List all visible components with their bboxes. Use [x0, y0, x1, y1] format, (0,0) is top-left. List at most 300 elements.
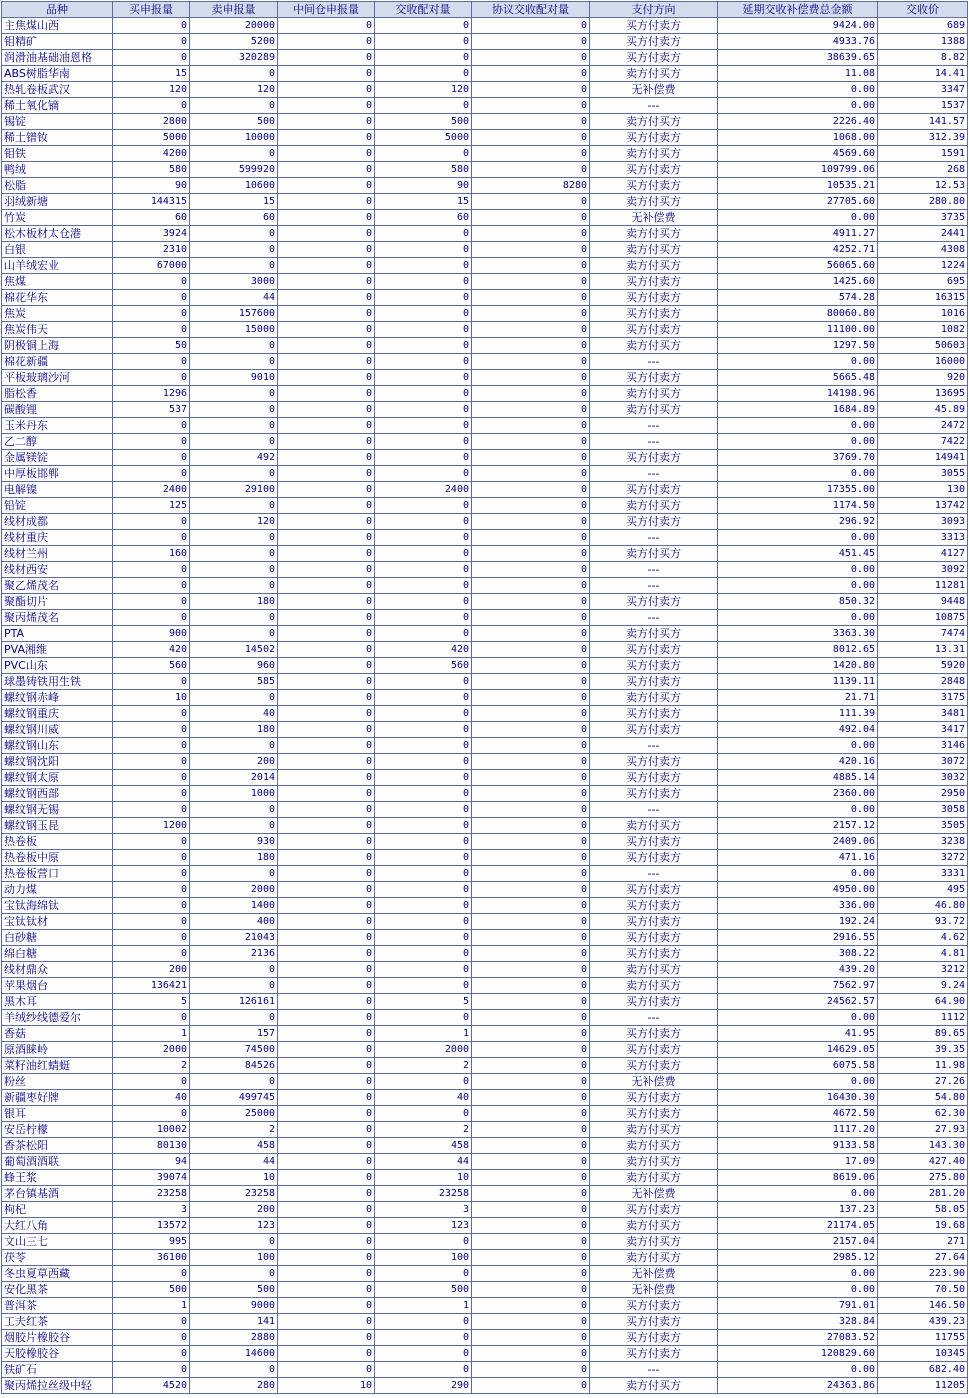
table-row: [2, 946, 968, 962]
cell-matched-quantity: 0: [375, 1330, 472, 1346]
cell-payment-direction: 卖方付买方: [590, 386, 718, 402]
cell-variety: 线材兰州: [2, 546, 113, 562]
cell-matched-quantity: 0: [375, 18, 472, 34]
cell-compensation-amount: 0.00: [718, 354, 878, 370]
cell-intermediate-quantity: 0: [278, 1250, 375, 1266]
cell-buy-quantity: 0: [113, 1074, 190, 1090]
cell-agreement-matched-quantity: 0: [472, 610, 590, 626]
cell-intermediate-quantity: 0: [278, 786, 375, 802]
cell-intermediate-quantity: 0: [278, 674, 375, 690]
cell-matched-quantity: 0: [375, 514, 472, 530]
cell-delivery-price: 19.68: [878, 1218, 968, 1234]
cell-compensation-amount: 17.09: [718, 1154, 878, 1170]
table-row: [2, 210, 968, 226]
cell-variety: 螺纹钢太原: [2, 770, 113, 786]
cell-compensation-amount: 8012.65: [718, 642, 878, 658]
cell-buy-quantity: 125: [113, 498, 190, 514]
cell-compensation-amount: 4569.60: [718, 146, 878, 162]
cell-agreement-matched-quantity: 0: [472, 1154, 590, 1170]
cell-sell-quantity: 1400: [190, 898, 278, 914]
cell-payment-direction: 卖方付买方: [590, 1138, 718, 1154]
cell-variety: 聚丙烯拉丝级中轻: [2, 1378, 113, 1394]
table-row: [2, 274, 968, 290]
table-row: [2, 642, 968, 658]
cell-payment-direction: 卖方付买方: [590, 258, 718, 274]
cell-sell-quantity: 458: [190, 1138, 278, 1154]
cell-matched-quantity: 0: [375, 466, 472, 482]
cell-matched-quantity: 40: [375, 1090, 472, 1106]
cell-matched-quantity: 0: [375, 898, 472, 914]
cell-matched-quantity: 0: [375, 434, 472, 450]
cell-delivery-price: 11755: [878, 1330, 968, 1346]
cell-intermediate-quantity: 0: [278, 402, 375, 418]
cell-agreement-matched-quantity: 0: [472, 882, 590, 898]
cell-variety: 蜂王浆: [2, 1170, 113, 1186]
cell-compensation-amount: 120829.60: [718, 1346, 878, 1362]
cell-agreement-matched-quantity: 0: [472, 898, 590, 914]
cell-intermediate-quantity: 0: [278, 658, 375, 674]
cell-payment-direction: 买方付卖方: [590, 274, 718, 290]
cell-compensation-amount: 1297.50: [718, 338, 878, 354]
cell-sell-quantity: 0: [190, 498, 278, 514]
cell-variety: 中厚板邯郸: [2, 466, 113, 482]
cell-delivery-price: 1082: [878, 322, 968, 338]
cell-compensation-amount: 4911.27: [718, 226, 878, 242]
cell-matched-quantity: 0: [375, 386, 472, 402]
cell-delivery-price: 89.65: [878, 1026, 968, 1042]
cell-sell-quantity: 20000: [190, 18, 278, 34]
cell-intermediate-quantity: 0: [278, 994, 375, 1010]
cell-compensation-amount: 111.39: [718, 706, 878, 722]
table-row: [2, 850, 968, 866]
cell-intermediate-quantity: 0: [278, 466, 375, 482]
cell-payment-direction: 无补偿费: [590, 1186, 718, 1202]
cell-agreement-matched-quantity: 0: [472, 18, 590, 34]
cell-agreement-matched-quantity: 0: [472, 162, 590, 178]
cell-variety: 棉花华东: [2, 290, 113, 306]
cell-variety: 线材重庆: [2, 530, 113, 546]
cell-compensation-amount: 10535.21: [718, 178, 878, 194]
cell-compensation-amount: 137.23: [718, 1202, 878, 1218]
cell-payment-direction: 买方付卖方: [590, 322, 718, 338]
table-row: [2, 1026, 968, 1042]
cell-compensation-amount: 1139.11: [718, 674, 878, 690]
cell-payment-direction: 买方付卖方: [590, 994, 718, 1010]
cell-variety: 文山三七: [2, 1234, 113, 1250]
cell-variety: 热卷板中原: [2, 850, 113, 866]
cell-intermediate-quantity: 0: [278, 226, 375, 242]
cell-agreement-matched-quantity: 0: [472, 562, 590, 578]
cell-matched-quantity: 0: [375, 498, 472, 514]
cell-payment-direction: 买方付卖方: [590, 754, 718, 770]
cell-payment-direction: 买方付卖方: [590, 786, 718, 802]
cell-payment-direction: 买方付卖方: [590, 706, 718, 722]
table-header-row: [2, 2, 968, 18]
cell-payment-direction: 卖方付买方: [590, 226, 718, 242]
cell-matched-quantity: 500: [375, 114, 472, 130]
cell-sell-quantity: 0: [190, 66, 278, 82]
cell-agreement-matched-quantity: 0: [472, 1042, 590, 1058]
cell-agreement-matched-quantity: 0: [472, 210, 590, 226]
cell-agreement-matched-quantity: 0: [472, 434, 590, 450]
cell-sell-quantity: 200: [190, 754, 278, 770]
cell-payment-direction: 买方付卖方: [590, 482, 718, 498]
header-variety: 品种: [2, 2, 113, 18]
cell-compensation-amount: 16430.30: [718, 1090, 878, 1106]
cell-agreement-matched-quantity: 0: [472, 802, 590, 818]
cell-intermediate-quantity: 0: [278, 274, 375, 290]
cell-sell-quantity: 14502: [190, 642, 278, 658]
cell-buy-quantity: 0: [113, 50, 190, 66]
cell-payment-direction: 卖方付买方: [590, 1234, 718, 1250]
cell-sell-quantity: 0: [190, 978, 278, 994]
table-body: [2, 18, 968, 1394]
cell-agreement-matched-quantity: 0: [472, 1298, 590, 1314]
cell-intermediate-quantity: 0: [278, 130, 375, 146]
cell-sell-quantity: 0: [190, 434, 278, 450]
cell-intermediate-quantity: 0: [278, 866, 375, 882]
cell-delivery-price: 27.93: [878, 1122, 968, 1138]
cell-agreement-matched-quantity: 0: [472, 1250, 590, 1266]
cell-matched-quantity: 0: [375, 690, 472, 706]
cell-agreement-matched-quantity: 0: [472, 418, 590, 434]
cell-agreement-matched-quantity: 0: [472, 1378, 590, 1394]
cell-payment-direction: 买方付卖方: [590, 946, 718, 962]
cell-variety: 螺纹钢西部: [2, 786, 113, 802]
cell-delivery-price: 13742: [878, 498, 968, 514]
table-row: [2, 1330, 968, 1346]
cell-agreement-matched-quantity: 0: [472, 482, 590, 498]
cell-payment-direction: 买方付卖方: [590, 930, 718, 946]
cell-intermediate-quantity: 0: [278, 1314, 375, 1330]
cell-buy-quantity: 0: [113, 930, 190, 946]
cell-matched-quantity: 0: [375, 146, 472, 162]
cell-compensation-amount: 850.32: [718, 594, 878, 610]
cell-buy-quantity: 995: [113, 1234, 190, 1250]
cell-sell-quantity: 0: [190, 802, 278, 818]
cell-agreement-matched-quantity: 0: [472, 1234, 590, 1250]
cell-agreement-matched-quantity: 0: [472, 386, 590, 402]
cell-intermediate-quantity: 0: [278, 18, 375, 34]
cell-sell-quantity: 9000: [190, 1298, 278, 1314]
cell-matched-quantity: 60: [375, 210, 472, 226]
table-row: [2, 1058, 968, 1074]
cell-agreement-matched-quantity: 0: [472, 674, 590, 690]
cell-buy-quantity: 2: [113, 1058, 190, 1074]
cell-buy-quantity: 67000: [113, 258, 190, 274]
cell-matched-quantity: 0: [375, 338, 472, 354]
cell-sell-quantity: 0: [190, 626, 278, 642]
table-row: [2, 1042, 968, 1058]
cell-delivery-price: 268: [878, 162, 968, 178]
cell-variety: 阴极铜上海: [2, 338, 113, 354]
cell-buy-quantity: 0: [113, 562, 190, 578]
cell-compensation-amount: 38639.65: [718, 50, 878, 66]
cell-matched-quantity: 2400: [375, 482, 472, 498]
cell-sell-quantity: 400: [190, 914, 278, 930]
cell-matched-quantity: 0: [375, 370, 472, 386]
cell-variety: 新疆枣好牌: [2, 1090, 113, 1106]
cell-buy-quantity: 0: [113, 1362, 190, 1378]
cell-matched-quantity: 290: [375, 1378, 472, 1394]
cell-matched-quantity: 90: [375, 178, 472, 194]
table-row: [2, 834, 968, 850]
cell-delivery-price: 3505: [878, 818, 968, 834]
table-row: [2, 242, 968, 258]
cell-payment-direction: 卖方付买方: [590, 1378, 718, 1394]
cell-delivery-price: 7474: [878, 626, 968, 642]
cell-sell-quantity: 10: [190, 1170, 278, 1186]
cell-agreement-matched-quantity: 0: [472, 978, 590, 994]
cell-sell-quantity: 0: [190, 226, 278, 242]
header-compensation-amount: 延期交收补偿费总金额: [718, 2, 878, 18]
cell-intermediate-quantity: 0: [278, 1090, 375, 1106]
cell-delivery-price: 62.30: [878, 1106, 968, 1122]
cell-delivery-price: 143.30: [878, 1138, 968, 1154]
cell-matched-quantity: 0: [375, 722, 472, 738]
cell-matched-quantity: 0: [375, 610, 472, 626]
cell-buy-quantity: 90: [113, 178, 190, 194]
cell-matched-quantity: 0: [375, 1362, 472, 1378]
cell-delivery-price: 280.80: [878, 194, 968, 210]
cell-variety: 普洱茶: [2, 1298, 113, 1314]
cell-buy-quantity: 0: [113, 530, 190, 546]
cell-payment-direction: 买方付卖方: [590, 1090, 718, 1106]
cell-delivery-price: 4.81: [878, 946, 968, 962]
cell-agreement-matched-quantity: 0: [472, 1362, 590, 1378]
cell-compensation-amount: 1425.60: [718, 274, 878, 290]
cell-sell-quantity: 120: [190, 514, 278, 530]
cell-intermediate-quantity: 0: [278, 1010, 375, 1026]
cell-intermediate-quantity: 0: [278, 1170, 375, 1186]
cell-agreement-matched-quantity: 0: [472, 834, 590, 850]
cell-compensation-amount: 1420.80: [718, 658, 878, 674]
cell-sell-quantity: 180: [190, 594, 278, 610]
cell-compensation-amount: 2157.12: [718, 818, 878, 834]
table-row: [2, 98, 968, 114]
cell-payment-direction: 卖方付买方: [590, 242, 718, 258]
cell-payment-direction: ---: [590, 418, 718, 434]
cell-delivery-price: 4.62: [878, 930, 968, 946]
cell-agreement-matched-quantity: 0: [472, 498, 590, 514]
cell-buy-quantity: 500: [113, 1282, 190, 1298]
table-row: [2, 738, 968, 754]
cell-compensation-amount: 4252.71: [718, 242, 878, 258]
cell-buy-quantity: 60: [113, 210, 190, 226]
table-row: [2, 706, 968, 722]
cell-variety: 香茶松阳: [2, 1138, 113, 1154]
cell-variety: 碳酸锂: [2, 402, 113, 418]
table-row: [2, 306, 968, 322]
cell-delivery-price: 1537: [878, 98, 968, 114]
cell-delivery-price: 11205: [878, 1378, 968, 1394]
cell-payment-direction: 卖方付买方: [590, 978, 718, 994]
cell-matched-quantity: 0: [375, 818, 472, 834]
cell-delivery-price: 3313: [878, 530, 968, 546]
cell-matched-quantity: 0: [375, 402, 472, 418]
cell-matched-quantity: 0: [375, 786, 472, 802]
table-row: [2, 322, 968, 338]
cell-compensation-amount: 1174.50: [718, 498, 878, 514]
cell-payment-direction: ---: [590, 1362, 718, 1378]
cell-sell-quantity: 44: [190, 1154, 278, 1170]
cell-variety: 热轧卷板武汉: [2, 82, 113, 98]
cell-variety: 铁矿石: [2, 1362, 113, 1378]
cell-compensation-amount: 0.00: [718, 738, 878, 754]
cell-agreement-matched-quantity: 0: [472, 546, 590, 562]
cell-buy-quantity: 0: [113, 354, 190, 370]
cell-sell-quantity: 157: [190, 1026, 278, 1042]
cell-sell-quantity: 10000: [190, 130, 278, 146]
cell-delivery-price: 11281: [878, 578, 968, 594]
cell-intermediate-quantity: 0: [278, 850, 375, 866]
table-row: [2, 562, 968, 578]
cell-compensation-amount: 0.00: [718, 1186, 878, 1202]
cell-variety: 热卷板: [2, 834, 113, 850]
cell-agreement-matched-quantity: 0: [472, 114, 590, 130]
cell-buy-quantity: 4520: [113, 1378, 190, 1394]
cell-compensation-amount: 4672.50: [718, 1106, 878, 1122]
table-row: [2, 1314, 968, 1330]
cell-delivery-price: 13695: [878, 386, 968, 402]
cell-agreement-matched-quantity: 0: [472, 706, 590, 722]
cell-compensation-amount: 11100.00: [718, 322, 878, 338]
cell-matched-quantity: 0: [375, 914, 472, 930]
cell-matched-quantity: 0: [375, 1010, 472, 1026]
cell-buy-quantity: 0: [113, 594, 190, 610]
cell-agreement-matched-quantity: 0: [472, 338, 590, 354]
cell-buy-quantity: 50: [113, 338, 190, 354]
cell-variety: 平板玻璃沙河: [2, 370, 113, 386]
cell-matched-quantity: 120: [375, 82, 472, 98]
cell-matched-quantity: 0: [375, 1266, 472, 1282]
cell-delivery-price: 2472: [878, 418, 968, 434]
cell-intermediate-quantity: 0: [278, 690, 375, 706]
cell-compensation-amount: 0.00: [718, 434, 878, 450]
cell-sell-quantity: 0: [190, 1074, 278, 1090]
cell-delivery-price: 50603: [878, 338, 968, 354]
cell-variety: 鸭绒: [2, 162, 113, 178]
cell-intermediate-quantity: 0: [278, 594, 375, 610]
cell-intermediate-quantity: 0: [278, 514, 375, 530]
cell-delivery-price: 8.82: [878, 50, 968, 66]
cell-variety: 松木板材太仓港: [2, 226, 113, 242]
cell-agreement-matched-quantity: 0: [472, 642, 590, 658]
cell-payment-direction: 买方付卖方: [590, 290, 718, 306]
cell-delivery-price: 4308: [878, 242, 968, 258]
table-row: [2, 1202, 968, 1218]
table-row: [2, 194, 968, 210]
cell-compensation-amount: 336.00: [718, 898, 878, 914]
cell-delivery-price: 3175: [878, 690, 968, 706]
cell-variety: 苹果烟台: [2, 978, 113, 994]
cell-payment-direction: 买方付卖方: [590, 1106, 718, 1122]
cell-variety: 焦炭: [2, 306, 113, 322]
cell-agreement-matched-quantity: 0: [472, 1026, 590, 1042]
cell-delivery-price: 2848: [878, 674, 968, 690]
cell-agreement-matched-quantity: 0: [472, 306, 590, 322]
cell-sell-quantity: 1000: [190, 786, 278, 802]
cell-intermediate-quantity: 0: [278, 450, 375, 466]
cell-matched-quantity: 100: [375, 1250, 472, 1266]
cell-compensation-amount: 0.00: [718, 1266, 878, 1282]
cell-intermediate-quantity: 0: [278, 1122, 375, 1138]
cell-buy-quantity: 13572: [113, 1218, 190, 1234]
cell-variety: 热卷板营口: [2, 866, 113, 882]
cell-buy-quantity: 0: [113, 98, 190, 114]
cell-intermediate-quantity: 0: [278, 258, 375, 274]
cell-payment-direction: 买方付卖方: [590, 514, 718, 530]
cell-payment-direction: 买方付卖方: [590, 1314, 718, 1330]
table-row: [2, 1090, 968, 1106]
cell-payment-direction: 买方付卖方: [590, 450, 718, 466]
cell-payment-direction: 卖方付买方: [590, 1170, 718, 1186]
delivery-compensation-table: [1, 1, 968, 1394]
cell-delivery-price: 439.23: [878, 1314, 968, 1330]
cell-payment-direction: ---: [590, 866, 718, 882]
cell-compensation-amount: 21174.05: [718, 1218, 878, 1234]
cell-matched-quantity: 0: [375, 706, 472, 722]
cell-sell-quantity: 74500: [190, 1042, 278, 1058]
cell-intermediate-quantity: 0: [278, 482, 375, 498]
cell-intermediate-quantity: 0: [278, 770, 375, 786]
cell-agreement-matched-quantity: 0: [472, 770, 590, 786]
cell-agreement-matched-quantity: 0: [472, 50, 590, 66]
table-row: [2, 674, 968, 690]
cell-payment-direction: 买方付卖方: [590, 1026, 718, 1042]
cell-matched-quantity: 2000: [375, 1042, 472, 1058]
cell-intermediate-quantity: 0: [278, 818, 375, 834]
cell-payment-direction: 买方付卖方: [590, 1330, 718, 1346]
cell-variety: 金属镁锭: [2, 450, 113, 466]
cell-matched-quantity: 0: [375, 866, 472, 882]
cell-payment-direction: 卖方付买方: [590, 66, 718, 82]
cell-variety: 钼铁: [2, 146, 113, 162]
cell-compensation-amount: 5665.48: [718, 370, 878, 386]
cell-agreement-matched-quantity: 0: [472, 530, 590, 546]
table-row: [2, 802, 968, 818]
cell-sell-quantity: 585: [190, 674, 278, 690]
cell-agreement-matched-quantity: 0: [472, 1202, 590, 1218]
cell-variety: 白银: [2, 242, 113, 258]
table-row: [2, 1298, 968, 1314]
cell-payment-direction: 买方付卖方: [590, 34, 718, 50]
cell-buy-quantity: 0: [113, 706, 190, 722]
cell-buy-quantity: 2000: [113, 1042, 190, 1058]
cell-intermediate-quantity: 0: [278, 834, 375, 850]
cell-buy-quantity: 0: [113, 18, 190, 34]
cell-payment-direction: 买方付卖方: [590, 1202, 718, 1218]
cell-delivery-price: 54.80: [878, 1090, 968, 1106]
cell-variety: 棉花新疆: [2, 354, 113, 370]
cell-compensation-amount: 6075.58: [718, 1058, 878, 1074]
cell-sell-quantity: 0: [190, 338, 278, 354]
cell-payment-direction: 买方付卖方: [590, 162, 718, 178]
cell-buy-quantity: 0: [113, 1106, 190, 1122]
table-row: [2, 1106, 968, 1122]
cell-variety: 羽绒新塘: [2, 194, 113, 210]
cell-agreement-matched-quantity: 0: [472, 1170, 590, 1186]
cell-compensation-amount: 14198.96: [718, 386, 878, 402]
cell-matched-quantity: 0: [375, 802, 472, 818]
cell-payment-direction: ---: [590, 434, 718, 450]
cell-variety: 冬虫夏草西藏: [2, 1266, 113, 1282]
cell-buy-quantity: 36100: [113, 1250, 190, 1266]
cell-variety: 润滑油基础油恩格: [2, 50, 113, 66]
cell-intermediate-quantity: 0: [278, 354, 375, 370]
table-row: [2, 882, 968, 898]
cell-buy-quantity: 39074: [113, 1170, 190, 1186]
